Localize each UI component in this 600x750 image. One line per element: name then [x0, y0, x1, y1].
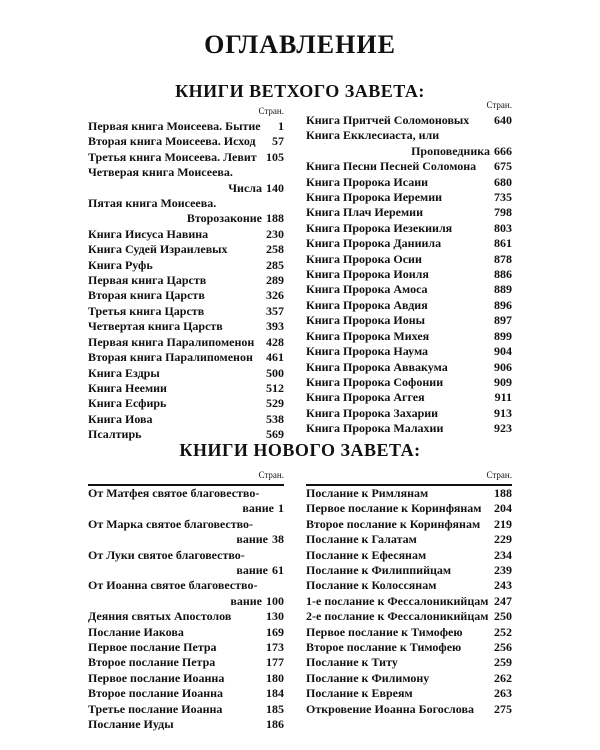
toc-entry-title: Вторая книга Паралипоменон [88, 350, 253, 365]
toc-entry-page: 803 [494, 220, 512, 235]
toc-entry [306, 532, 512, 547]
toc-entry-page: 258 [266, 242, 284, 257]
toc-entry-page: 247 [494, 593, 512, 608]
toc-entry-page: 911 [494, 390, 512, 405]
toc-entry [306, 390, 512, 405]
toc-entry-title: Деяния святых Апостолов [88, 609, 232, 624]
toc-entry-page: 275 [494, 701, 512, 716]
toc-entry-title: Книга Неемии [88, 380, 167, 395]
page-column-label: Стран. [486, 100, 512, 110]
toc-entry-page: 61 [272, 563, 284, 578]
toc-entry [306, 313, 512, 328]
toc-entry [88, 563, 284, 578]
toc-entry-page: 239 [494, 563, 512, 578]
toc-entry [88, 671, 284, 686]
toc-entry [306, 702, 512, 717]
toc-entry [88, 486, 284, 501]
toc-entry [88, 335, 284, 350]
toc-entry-title: Второе послание Петра [88, 655, 216, 670]
toc-entry-page: 461 [266, 350, 284, 365]
toc-entry-title: Первое послание Петра [88, 640, 217, 655]
toc-entry [88, 381, 284, 396]
toc-entry [88, 609, 284, 624]
toc-entry [306, 128, 512, 143]
toc-entry-page: 899 [494, 328, 512, 343]
toc-entry-page: 256 [494, 640, 512, 655]
toc-entry-title: Книга Пророка Исаии [306, 174, 429, 189]
toc-entry-title: Книга Пророка Даниила [306, 236, 442, 251]
toc-entry [306, 625, 512, 640]
toc-entry [306, 640, 512, 655]
toc-entry-page: 234 [494, 547, 512, 562]
toc-entry-page: 1 [278, 119, 284, 133]
new-testament-left-column [88, 468, 284, 733]
toc-entry-title: Книга Руфь [88, 257, 153, 272]
toc-entry-title: Вторая книга Царств [88, 288, 205, 303]
toc-entry [306, 517, 512, 532]
toc-entry-title: Первое послание к Тимофею [306, 624, 463, 639]
toc-entry-title: Первая книга Моисеева. Бытие [88, 119, 261, 133]
toc-entry [88, 288, 284, 303]
toc-entry-title: Книга Иисуса Навина [88, 226, 209, 241]
toc-entry [88, 366, 284, 381]
toc-entry-title: Числа [228, 180, 262, 195]
toc-entry-title: Послание Иуды [88, 717, 174, 732]
toc-entry [306, 548, 512, 563]
toc-entry-title: Пятая книга Моисеева. [88, 196, 217, 211]
toc-entry-page: 886 [494, 267, 512, 282]
toc-entry [88, 134, 284, 149]
toc-entry-title: Книга Плач Иеремии [306, 205, 423, 220]
old-testament-heading: КНИГИ ВЕТХОГО ЗАВЕТА: [175, 81, 425, 101]
toc-entry-page: 428 [266, 334, 284, 349]
page-column-label: Стран. [258, 106, 284, 116]
toc-entry-page: 357 [266, 303, 284, 318]
toc-entry-title: Книга Ездры [88, 365, 160, 380]
toc-entry-page: 569 [266, 427, 284, 442]
toc-entry [306, 360, 512, 375]
toc-entry-title: Второе послание Иоанна [88, 686, 224, 701]
toc-entry [88, 686, 284, 701]
toc-entry-page: 259 [494, 655, 512, 670]
toc-entry-page: 105 [266, 149, 284, 164]
toc-entry-page: 130 [266, 609, 284, 624]
toc-entry-page: 500 [266, 365, 284, 380]
toc-entry-page: 735 [494, 190, 512, 205]
toc-entry-page: 675 [494, 159, 512, 174]
toc-entry-title: вание [230, 593, 262, 608]
toc-entry [88, 594, 284, 609]
toc-entry [306, 298, 512, 313]
toc-entry [88, 227, 284, 242]
toc-entry [88, 350, 284, 365]
toc-entry [88, 273, 284, 288]
toc-entry-title: Послание к Филимону [306, 670, 430, 685]
toc-entry-page: 173 [266, 640, 284, 655]
toc-entry-page: 512 [266, 380, 284, 395]
toc-entry-title: Книга Иова [88, 411, 153, 426]
toc-entry-page: 666 [494, 143, 512, 158]
toc-entry-title: Четверая книга Моисеева. [88, 165, 233, 180]
toc-entry-title: Послание к Римлянам [306, 486, 429, 500]
toc-entry-title: Книга Притчей Соломоновых [306, 113, 470, 127]
toc-entry-page: 177 [266, 655, 284, 670]
toc-entry-title: Псалтирь [88, 427, 142, 442]
toc-entry-title: Книга Пророка Малахии [306, 421, 444, 436]
toc-entry [306, 594, 512, 609]
column-top-rule [306, 484, 512, 486]
new-testament-right-column [306, 468, 512, 717]
toc-entry [306, 329, 512, 344]
toc-entry-title: Послание к Ефесянам [306, 547, 427, 562]
toc-entry-page: 229 [494, 532, 512, 547]
toc-entry-title: От Луки святое благовество- [88, 547, 245, 562]
toc-entry-title: От Марка святое благовество- [88, 516, 254, 531]
toc-entry [306, 501, 512, 516]
toc-entry [88, 258, 284, 273]
toc-entry-title: Проповедника [411, 143, 490, 158]
toc-entry [88, 640, 284, 655]
toc-entry [88, 412, 284, 427]
toc-entry-title: Послание Иакова [88, 624, 184, 639]
toc-entry-page: 861 [494, 236, 512, 251]
toc-entry-title: Первое послание Иоанна [88, 670, 225, 685]
toc-entry [88, 625, 284, 640]
toc-entry-title: Первое послание к Коринфянам [306, 501, 482, 516]
toc-entry-page: 878 [494, 251, 512, 266]
toc-entry [306, 406, 512, 421]
toc-entry-title: От Матфея святое благовество- [88, 486, 260, 500]
toc-entry-page: 204 [494, 501, 512, 516]
toc-entry-title: Книга Пророка Иезекииля [306, 220, 453, 235]
toc-entry [88, 196, 284, 211]
toc-entry [88, 242, 284, 257]
toc-entry [306, 375, 512, 390]
toc-entry-page: 188 [266, 211, 284, 226]
toc-entry [88, 181, 284, 196]
toc-entry [306, 344, 512, 359]
toc-entry-page: 538 [266, 411, 284, 426]
toc-entry [306, 236, 512, 251]
toc-entry [88, 501, 284, 516]
toc-entry-page: 529 [266, 396, 284, 411]
toc-entry-title: Книга Пророка Авдия [306, 297, 428, 312]
toc-entry [88, 717, 284, 732]
toc-entry-page: 188 [494, 486, 512, 500]
toc-entry [306, 144, 512, 159]
toc-entry-page: 906 [494, 359, 512, 374]
toc-entry-title: Первая книга Царств [88, 273, 207, 288]
toc-entry-page: 250 [494, 609, 512, 624]
old-testament-right-column [306, 98, 512, 437]
toc-entry-title: Книга Пророка Захарии [306, 405, 439, 420]
toc-entry-page: 923 [494, 421, 512, 436]
toc-entry-title: Вторая книга Моисеева. Исход [88, 134, 256, 149]
toc-entry [306, 267, 512, 282]
toc-entry [306, 113, 512, 128]
toc-entry-page: 100 [266, 593, 284, 608]
toc-entry [306, 486, 512, 501]
toc-entry-page: 896 [494, 297, 512, 312]
toc-entry [306, 282, 512, 297]
toc-entry [306, 252, 512, 267]
toc-entry [88, 119, 284, 134]
toc-entry-page: 263 [494, 686, 512, 701]
toc-entry-title: Второе послание к Тимофею [306, 640, 462, 655]
toc-entry-page: 897 [494, 313, 512, 328]
toc-entry-title: Книга Пророка Аввакума [306, 359, 448, 374]
toc-entry-title: Третья книга Моисеева. Левит [88, 149, 257, 164]
toc-entry-title: Четвертая книга Царств [88, 319, 223, 334]
toc-entry-page: 909 [494, 374, 512, 389]
toc-entry-title: 1-е послание к Фессалоникийцам [306, 593, 489, 608]
toc-entry-page: 219 [494, 516, 512, 531]
toc-entry [306, 563, 512, 578]
toc-entry-page: 680 [494, 174, 512, 189]
toc-entry-title: От Иоанна святое благовество- [88, 578, 258, 593]
toc-entry-page: 798 [494, 205, 512, 220]
toc-entry-title: Книга Судей Израилевых [88, 242, 228, 257]
toc-entry [306, 671, 512, 686]
toc-entry [306, 159, 512, 174]
toc-entry-title: Откровение Иоанна Богослова [306, 701, 474, 716]
toc-entry-page: 185 [266, 701, 284, 716]
toc-entry-page: 230 [266, 226, 284, 241]
page-title: ОГЛАВЛЕНИЕ [204, 30, 396, 59]
old-testament-left-column [88, 104, 284, 443]
toc-entry-page: 326 [266, 288, 284, 303]
toc-entry-page: 186 [266, 717, 284, 732]
toc-entry [88, 319, 284, 334]
toc-entry [306, 578, 512, 593]
toc-entry-title: Послание к Филиппийцам [306, 563, 452, 578]
toc-entry-title: Третье послание Иоанна [88, 701, 223, 716]
toc-entry [306, 609, 512, 624]
toc-entry-title: вание [236, 563, 268, 578]
toc-entry-title: Книга Пророка Осии [306, 251, 422, 266]
toc-entry-title: Книга Екклесиаста, или [306, 128, 440, 143]
toc-entry-page: 889 [494, 282, 512, 297]
toc-entry-title: Книга Пророка Ионы [306, 313, 426, 328]
toc-entry [306, 686, 512, 701]
toc-entry-title: Книга Пророка Иоиля [306, 267, 429, 282]
toc-entry-title: Книга Пророка Аггея [306, 390, 425, 405]
toc-entry-page: 904 [494, 344, 512, 359]
new-testament-heading: КНИГИ НОВОГО ЗАВЕТА: [179, 440, 421, 460]
toc-entry [306, 655, 512, 670]
toc-entry-page: 640 [494, 113, 512, 127]
toc-entry-title: Второзаконие [186, 211, 262, 226]
toc-entry-page: 140 [266, 180, 284, 195]
toc-entry-page: 913 [494, 405, 512, 420]
toc-entry-page: 57 [272, 134, 284, 149]
toc-entry [88, 396, 284, 411]
toc-entry-title: Послание к Евреям [306, 686, 413, 701]
toc-entry-title: 2-е послание к Фессалоникийцам [306, 609, 489, 624]
toc-entry-page: 1 [278, 501, 284, 516]
column-top-rule [88, 484, 284, 486]
toc-entry [306, 205, 512, 220]
toc-entry [88, 165, 284, 180]
toc-entry-title: Третья книга Царств [88, 303, 205, 318]
toc-entry [88, 150, 284, 165]
toc-entry-title: Книга Пророка Софонии [306, 374, 444, 389]
toc-entry-page: 262 [494, 670, 512, 685]
toc-entry-title: Послание к Титу [306, 655, 398, 670]
toc-entry-title: Послание к Галатам [306, 532, 417, 547]
toc-entry-page: 180 [266, 670, 284, 685]
toc-entry [306, 421, 512, 436]
toc-entry [88, 548, 284, 563]
toc-entry [88, 517, 284, 532]
toc-entry [88, 578, 284, 593]
toc-entry-page: 285 [266, 257, 284, 272]
toc-entry-title: Книга Пророка Михея [306, 328, 430, 343]
toc-entry [88, 702, 284, 717]
toc-entry [88, 655, 284, 670]
toc-entry-title: Послание к Колоссянам [306, 578, 437, 593]
toc-entry [88, 304, 284, 319]
toc-entry-page: 252 [494, 624, 512, 639]
toc-entry-title: вание [236, 532, 268, 547]
toc-entry [88, 211, 284, 226]
page-column-label: Стран. [486, 470, 512, 480]
toc-entry-page: 393 [266, 319, 284, 334]
toc-entry [306, 221, 512, 236]
toc-entry-title: вание [242, 501, 274, 516]
toc-entry-title: Книга Пророка Амоса [306, 282, 428, 297]
toc-entry-title: Первая книга Паралипоменон [88, 334, 255, 349]
toc-entry-title: Книга Есфирь [88, 396, 167, 411]
toc-entry-title: Книга Пророка Наума [306, 344, 429, 359]
toc-entry-page: 169 [266, 624, 284, 639]
toc-entry [306, 190, 512, 205]
toc-entry-title: Книга Пророка Иеремии [306, 190, 443, 205]
toc-entry-page: 243 [494, 578, 512, 593]
toc-entry-page: 289 [266, 273, 284, 288]
toc-entry [306, 175, 512, 190]
toc-entry [88, 532, 284, 547]
toc-entry-page: 184 [266, 686, 284, 701]
toc-entry-title: Книга Песни Песней Соломона [306, 159, 477, 174]
toc-entry-page: 38 [272, 532, 284, 547]
toc-entry-title: Второе послание к Коринфянам [306, 516, 481, 531]
page-column-label: Стран. [258, 470, 284, 480]
